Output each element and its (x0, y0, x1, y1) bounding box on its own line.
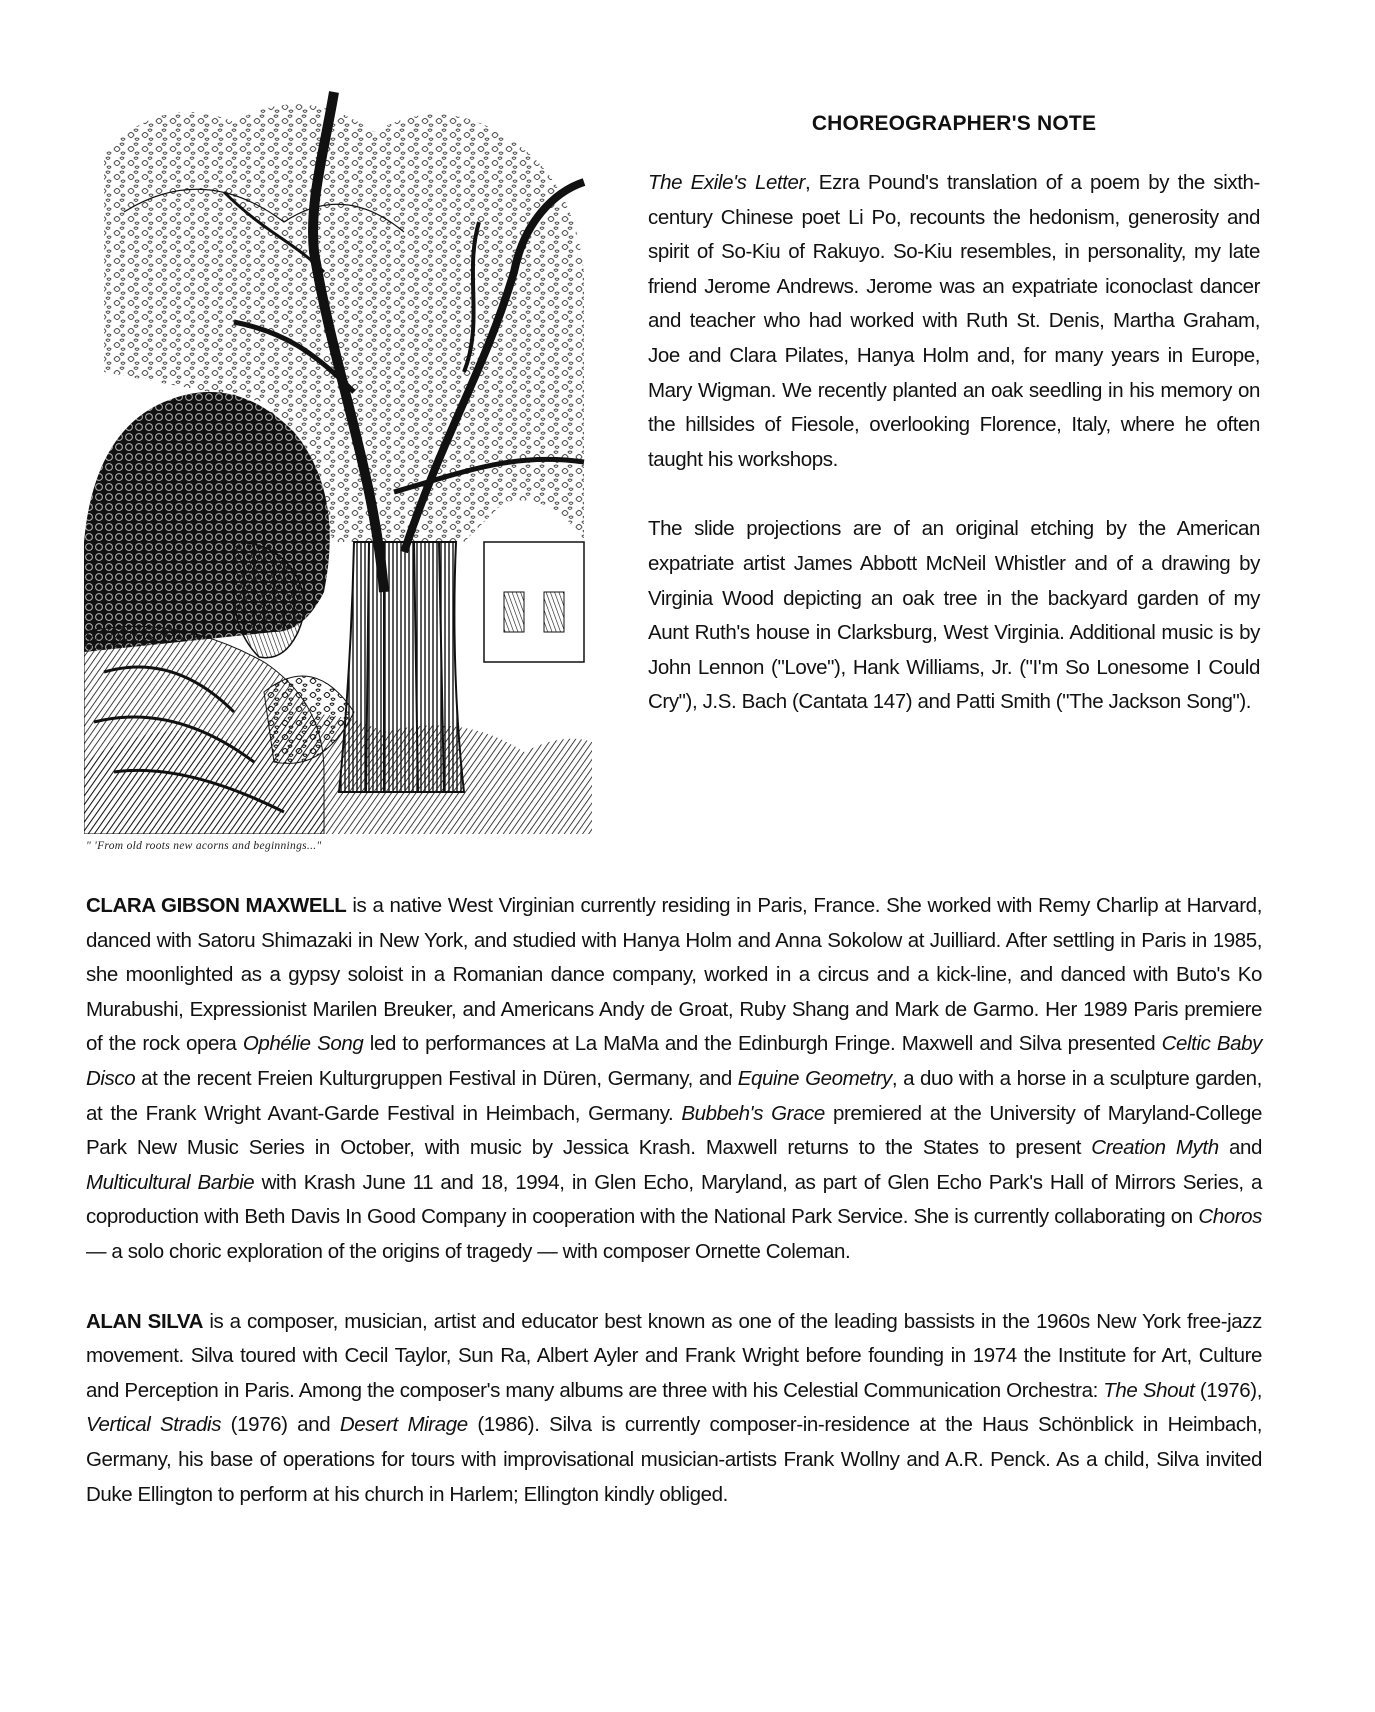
bio-text: (1976) and (221, 1413, 340, 1437)
bio-name: ALAN SILVA (86, 1309, 203, 1333)
bio-text: is a composer, musician, artist and educator best known as one of the leading bassists in the 1960s New York free-jazz movement. Silva toured with Cecil Taylor, Sun Ra, Albert Ayler and Frank Wright before founding in 1974 the Institute for Art, Culture and Perception in Paris. Among the composer's many albums are three with his Celestial Communication Orchestra: (86, 1309, 1262, 1402)
bio-text: , a duo with a horse in a sculpture garden, at the Frank Wright Avant-Garde Festival in Heimbach, Germany. (86, 1066, 1262, 1125)
note-title: CHOREOGRAPHER'S NOTE (811, 112, 1097, 135)
bio-text: (1976), (1194, 1378, 1262, 1402)
biographies (86, 889, 1262, 1547)
bio-silva (86, 1305, 1262, 1513)
bio-text: with Krash June 11 and 18, 1994, in Glen Echo, Maryland, as part of Glen Echo Park's Hall of Mirrors Series, a coproduction with Beth Davis In Good Company in cooperation with the National Park Service. She is currently collaborating on (86, 1170, 1263, 1229)
work-title: The Shout (1103, 1378, 1195, 1402)
bio-text: and (1218, 1136, 1262, 1160)
work-title: Multicultural Barbie (86, 1170, 255, 1194)
work-title: Creation Myth (1091, 1136, 1219, 1160)
oak-tree-drawing (84, 72, 592, 834)
bio-name: CLARA GIBSON MAXWELL (86, 894, 347, 917)
choreographers-note (648, 112, 1260, 755)
work-title: Choros (1198, 1205, 1262, 1229)
bio-text: (1986). Silva is currently composer-in-residence at the Haus Schönblick in Heimbach, Germany, his base of operations for tours with improvisational musician-artists Frank Wollny and A.R. Penck. As a child, Silva invited Duke Ellington to perform at his church in Harlem; Ellington kindly obliged. (86, 1413, 1263, 1506)
illustration-caption: " 'From old roots new acorns and beginnings..." (86, 840, 322, 852)
work-title: Equine Geometry (737, 1066, 892, 1090)
bio-text: — a solo choric exploration of the origins of tragedy — with composer Ornette Coleman. (86, 1239, 851, 1263)
bio-text: at the recent Freien Kulturgruppen Festival in Düren, Germany, and (135, 1066, 738, 1090)
work-title: Bubbeh's Grace (681, 1101, 825, 1125)
work-title: Desert Mirage (339, 1413, 468, 1437)
note-paragraph-2: The slide projections are of an original etching by the American expatriate artist James Abbott McNeil Whistler and of a drawing by Virginia Wood depicting an oak tree in the backyard garden of my Aunt Ruth's house in Clarksburg, West Virginia. Additional music is by John Lennon ("Love"), Hank Williams, Jr. ("I'm So Lonesome I Could Cry"), J.S. Bach (Cantata 147) and Patti Smith ("The Jackson Song"). (648, 517, 1260, 714)
bio-maxwell (86, 889, 1262, 1270)
bio-text: is a native West Virginian currently residing in Paris, France. She worked with Remy Charlip at Harvard, danced with Satoru Shimazaki in New York, and studied with Hanya Holm and Anna Sokolow at Juilliard. After settling in Paris in 1985, she moonlighted as a gypsy soloist in a Romanian dance company, worked in a circus and a kick-line, and danced with Buto's Ko Murabushi, Expressionist Marilen Breuker, and Americans Andy de Groat, Ruby Shang and Mark de Garmo. Her 1989 Paris premiere of the rock opera (86, 894, 1262, 1056)
work-title: The Exile's Letter (648, 171, 805, 194)
note-paragraph-1 (648, 166, 1260, 477)
work-title: Vertical Stradis (86, 1413, 222, 1437)
oak-tree-illustration (84, 72, 592, 834)
work-title: Ophélie Song (242, 1032, 364, 1056)
paragraph-text: , Ezra Pound's translation of a poem by the sixth-century Chinese poet Li Po, recounts the hedonism, generosity and spirit of So-Kiu of Rakuyo. So-Kiu resembles, in personality, my late friend Jerome Andrews. Jerome was an expatriate iconoclast dancer and teacher who had worked with Ruth St. Denis, Martha Graham, Joe and Clara Pilates, Hanya Holm and, for many years in Europe, Mary Wigman. We recently planted an oak seedling in his memory on the hillsides of Fiesole, overlooking Florence, Italy, where he often taught his workshops. (648, 171, 1260, 471)
work-title: Celtic Baby Disco (86, 1032, 1263, 1090)
bio-text: led to performances at La MaMa and the Edinburgh Fringe. Maxwell and Silva presented (363, 1032, 1162, 1056)
bio-text: premiered at the University of Maryland-College Park New Music Series in October, with music by Jessica Krash. Maxwell returns to the States to present (86, 1101, 1262, 1160)
